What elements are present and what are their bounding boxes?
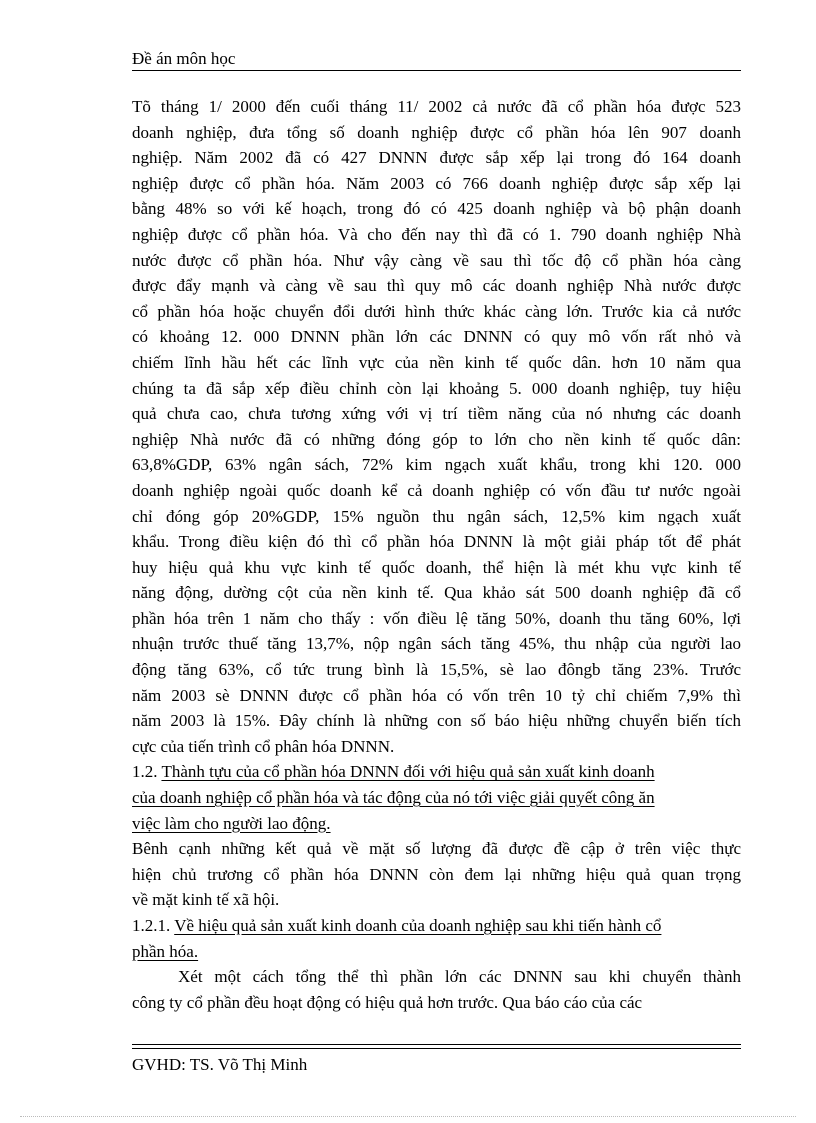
text-line: khẩu. Trong điều kiện đó thì cổ phần hóa DNNN là một giải pháp tốt để phát: [132, 532, 741, 552]
text-line: được đẩy mạnh và càng về sau thì quy mô các doanh nghiệp Nhà nước được: [132, 276, 741, 296]
text-line: năm 2003 sè DNNN được cổ phần hóa có vốn trên 10 tỷ chỉ chiếm 7,9% thì: [132, 685, 741, 705]
footer-rule: [132, 1044, 741, 1045]
text-line: bằng 48% so với kế hoạch, trong đó có 425 doanh nghiệp và bộ phận doanh: [132, 199, 741, 219]
text-line: Tõ tháng 1/ 2000 đến cuối tháng 11/ 2002 cả nước đã cổ phần hóa được 523: [132, 97, 741, 116]
text-line: Bênh cạnh những kết quả về mặt số lượng đã được đề cập ở trên việc thực: [132, 839, 741, 859]
text-line: năm 2003 là 15%. Đây chính là những con số báo hiệu những chuyển biến tích: [132, 711, 741, 731]
text-line: năng động, dường cột của nền kinh tế. Qua khảo sát 500 doanh nghiệp đã cổ: [132, 583, 741, 603]
text-line: nước được cổ phần hóa. Như vậy càng về sau thì tốc độ cổ phần hóa càng: [132, 250, 741, 270]
text-line: về mặt kinh tế xã hội.: [132, 890, 280, 910]
text-line: Xét một cách tổng thể thì phần lớn các DNNN sau khi chuyển thành: [178, 967, 741, 987]
paragraph-3: [132, 964, 741, 1015]
text-line: nghiệp được cổ phần hóa. Năm 2003 có 766 doanh nghiệp được sắp xếp lại: [132, 173, 741, 193]
page-footer: [132, 1044, 741, 1084]
text-line: nhuận trước thuế tăng 13,7%, nộp ngân sách tăng 45%, thu nhập của người lao: [132, 634, 741, 654]
text-line: quả chưa cao, chưa tương xứng với vị trí tiềm năng của nó nhưng các doanh: [132, 404, 741, 424]
page-edge: [20, 1116, 796, 1117]
text-line: cực của tiến trình cổ phân hóa DNNN.: [132, 736, 395, 756]
heading-line: của doanh nghiệp cổ phần hóa và tác động của nó tới việc giải quyết công ăn: [132, 788, 655, 808]
text-line: doanh nghiệp ngoài quốc doanh kể cả doanh nghiệp có vốn đầu tư nước ngoài: [132, 480, 741, 500]
header-rule: [132, 70, 741, 71]
heading-line: phần hóa.: [132, 941, 199, 961]
text-line: chiếm lĩnh hầu hết các lĩnh vực của nền kinh tế quốc dân. hơn 10 năm qua: [132, 352, 741, 372]
section-number: 1.2.1.: [132, 916, 175, 935]
document-body: [132, 94, 741, 1015]
text-line: huy hiệu quả khu vực kinh tế quốc doanh, thể hiện là mét khu vực kinh tế: [132, 557, 741, 577]
footer-rule: [132, 1048, 741, 1049]
section-number: 1.2.: [132, 762, 162, 782]
text-line: nghiệp Nhà nước đã có những đóng góp to lớn cho nền kinh tế quốc dân:: [132, 429, 741, 449]
header-title: Đề án môn học: [132, 49, 236, 68]
text-line: công ty cổ phần đều hoạt động có hiệu quả hơn trước. Qua báo cáo của các: [132, 992, 643, 1012]
paragraph-2: [132, 836, 741, 913]
heading-line: Về hiệu quả sản xuất kinh doanh của doanh nghiệp sau khi tiến hành cổ: [174, 916, 662, 935]
text-line: chúng ta đã sắp xếp điều chỉnh còn lại khoảng 5. 000 doanh nghiệp, tuy hiệu: [132, 378, 741, 398]
text-line: nghiệp. Năm 2002 đã có 427 DNNN được sắp xếp lại trong đó 164 doanh: [132, 148, 741, 168]
heading-line: việc làm cho người lao động.: [132, 813, 331, 833]
section-heading-1-2: [132, 759, 741, 836]
text-line: phần hóa trên 1 năm cho thấy : vốn điều lệ tăng 50%, doanh thu tăng 60%, lợi: [132, 608, 741, 628]
paragraph-1: [132, 94, 741, 759]
section-heading-1-2-1: [132, 913, 741, 964]
text-line: 63,8%GDP, 63% ngân sách, 72% kim ngạch xuất khẩu, trong khi 120. 000: [132, 455, 741, 475]
heading-line: Thành tựu của cổ phần hóa DNNN đối với hiệu quả sản xuất kinh doanh: [161, 762, 655, 782]
text-line: hiện chủ trương cổ phần hóa DNNN còn đem lại những hiệu quả quan trọng: [132, 864, 741, 884]
footer-advisor: GVHD: TS. Võ Thị Minh: [132, 1055, 308, 1074]
text-line: động tăng 63%, cổ tức trung bình là 15,5%, sè lao đôngb tăng 23%. Trước: [132, 660, 741, 680]
page-header: [132, 46, 741, 72]
text-line: cổ phần hóa hoặc chuyển đổi dưới hình thức khác càng lớn. Trước kia cả nước: [132, 301, 741, 321]
text-line: doanh nghiệp, đưa tổng số doanh nghiệp được cổ phần hóa lên 907 doanh: [132, 122, 741, 142]
text-line: nghiệp được cổ phần hóa. Và cho đến nay thì đã có 1. 790 doanh nghiệp Nhà: [132, 224, 741, 244]
text-line: có khoảng 12. 000 DNNN phần lớn các DNNN có quy mô vốn rất nhỏ và: [132, 327, 741, 347]
text-line: chỉ đóng góp 20%GDP, 15% nguồn thu ngân sách, 12,5% kim ngạch xuất: [132, 506, 741, 526]
